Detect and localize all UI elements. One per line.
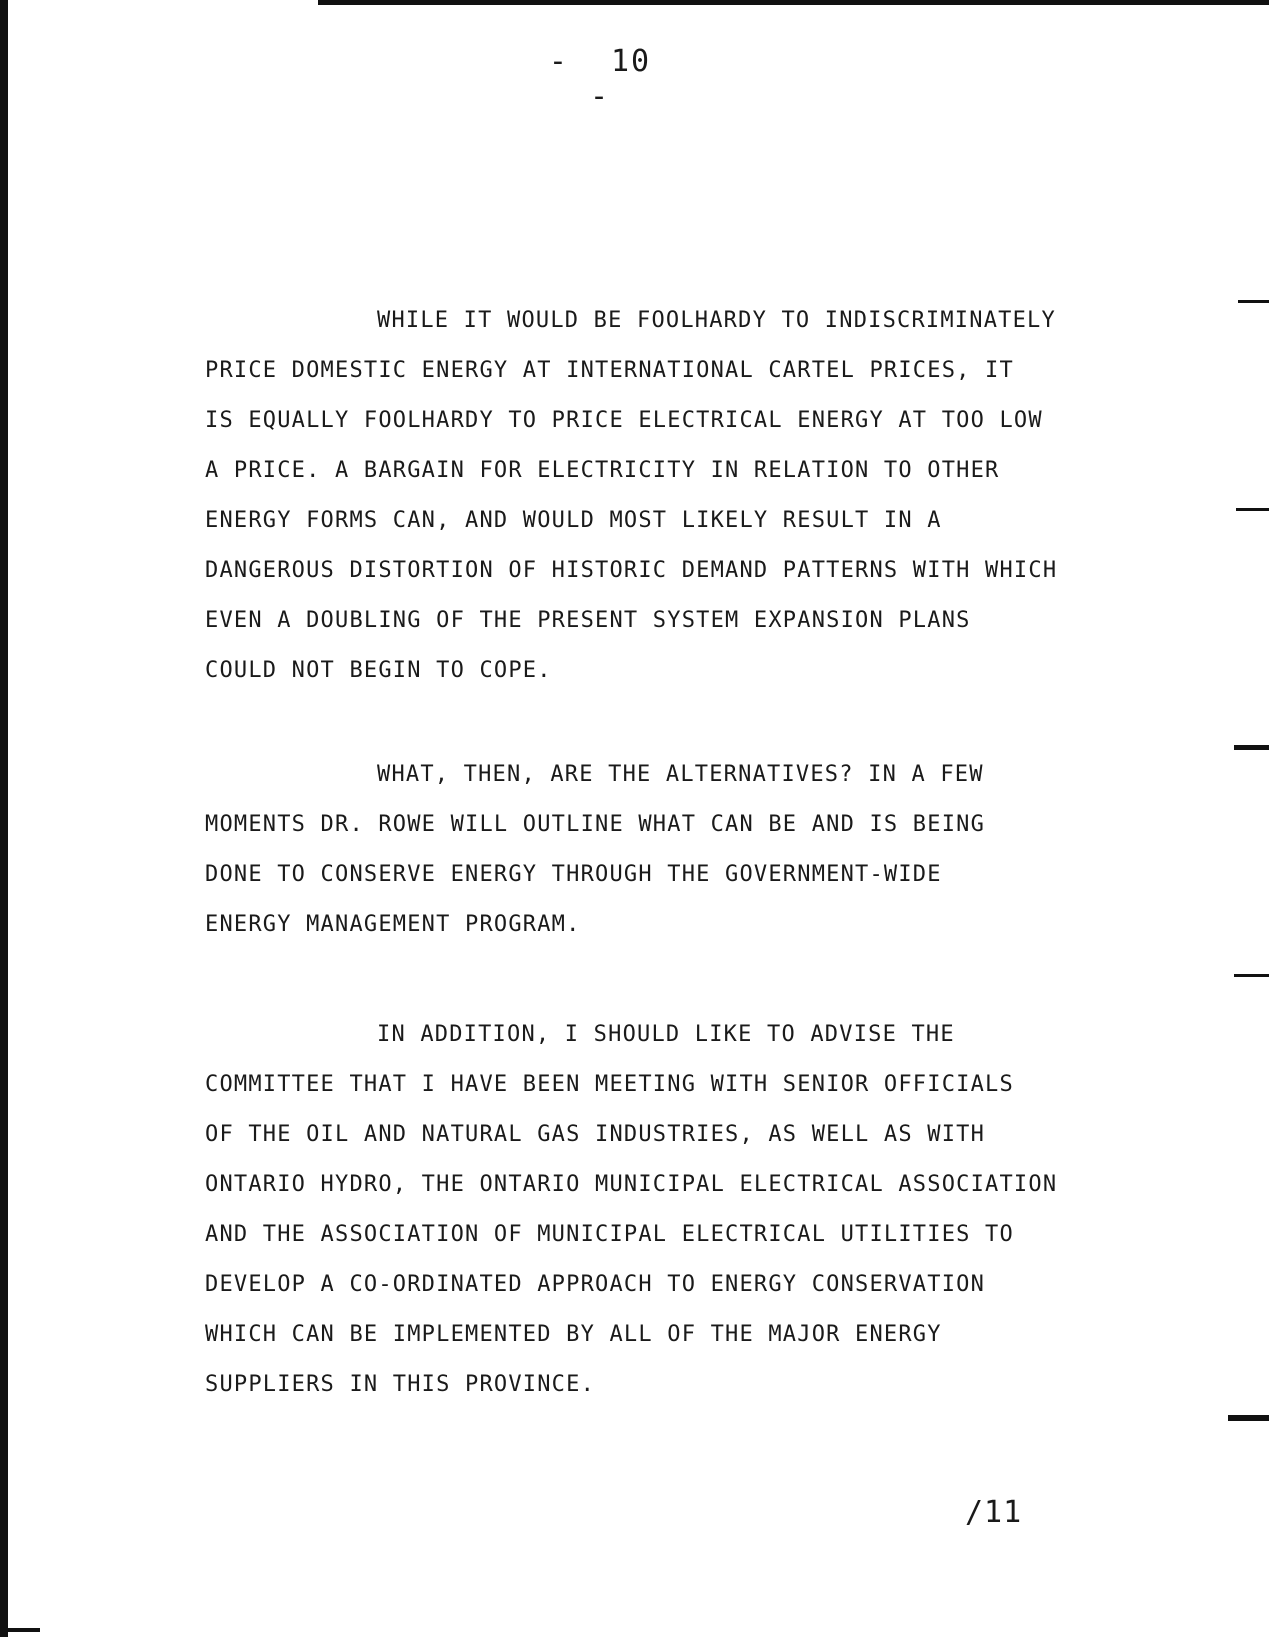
paragraph-body: PRICE DOMESTIC ENERGY AT INTERNATIONAL CARTEL PRICES, IT IS EQUALLY FOOLHARDY TO PRICE ELECTRICAL ENERGY AT TOO LOW A PRICE. A BARGAIN FOR ELECTRICITY IN RELATION TO OTHER ENERGY FORMS CAN, AND WOULD MOST LIKELY RESULT IN A DANGEROUS DISTORTION OF HISTORIC DEMAND PATTERNS WITH WHICH EVEN A DOUBLING OF THE PRESENT SYSTEM EXPANSION PLANS COULD NOT BEGIN TO COPE. <box>205 358 1058 683</box>
paragraph-1 <box>205 296 1105 696</box>
scan-edge-left <box>0 0 8 1637</box>
paragraph-body: MOMENTS DR. ROWE WILL OUTLINE WHAT CAN BE AND IS BEING DONE TO CONSERVE ENERGY THROUGH THE GOVERNMENT-WIDE ENERGY MANAGEMENT PROGRAM. <box>205 812 986 937</box>
paragraph-first-line: WHILE IT WOULD BE FOOLHARDY TO INDISCRIMINATELY <box>377 308 1056 333</box>
margin-mark <box>1228 1415 1269 1421</box>
page-number: - 10 - <box>548 44 652 114</box>
paragraph-body: COMMITTEE THAT I HAVE BEEN MEETING WITH SENIOR OFFICIALS OF THE OIL AND NATURAL GAS INDUSTRIES, AS WELL AS WITH ONTARIO HYDRO, THE ONTARIO MUNICIPAL ELECTRICAL ASSOCIATION AND THE ASSOCIATION OF MUNICIPAL ELECTRICAL UTILITIES TO DEVELOP A CO-ORDINATED APPROACH TO ENERGY CONSERVATION WHICH CAN BE IMPLEMENTED BY ALL OF THE MAJOR ENERGY SUPPLIERS IN THIS PROVINCE. <box>205 1072 1058 1397</box>
margin-mark <box>1238 300 1269 303</box>
scan-edge-bottom <box>0 1628 40 1632</box>
scan-edge-top <box>318 0 1269 5</box>
paragraph-first-line: IN ADDITION, I SHOULD LIKE TO ADVISE THE <box>377 1022 955 1047</box>
margin-mark <box>1236 508 1269 511</box>
margin-mark <box>1234 974 1269 977</box>
paragraph-2 <box>205 750 1105 950</box>
continuation-marker: /11 <box>965 1495 1023 1530</box>
paragraph-3 <box>205 1010 1105 1410</box>
margin-mark <box>1234 745 1269 750</box>
paragraph-first-line: WHAT, THEN, ARE THE ALTERNATIVES? IN A FEW <box>377 762 984 787</box>
